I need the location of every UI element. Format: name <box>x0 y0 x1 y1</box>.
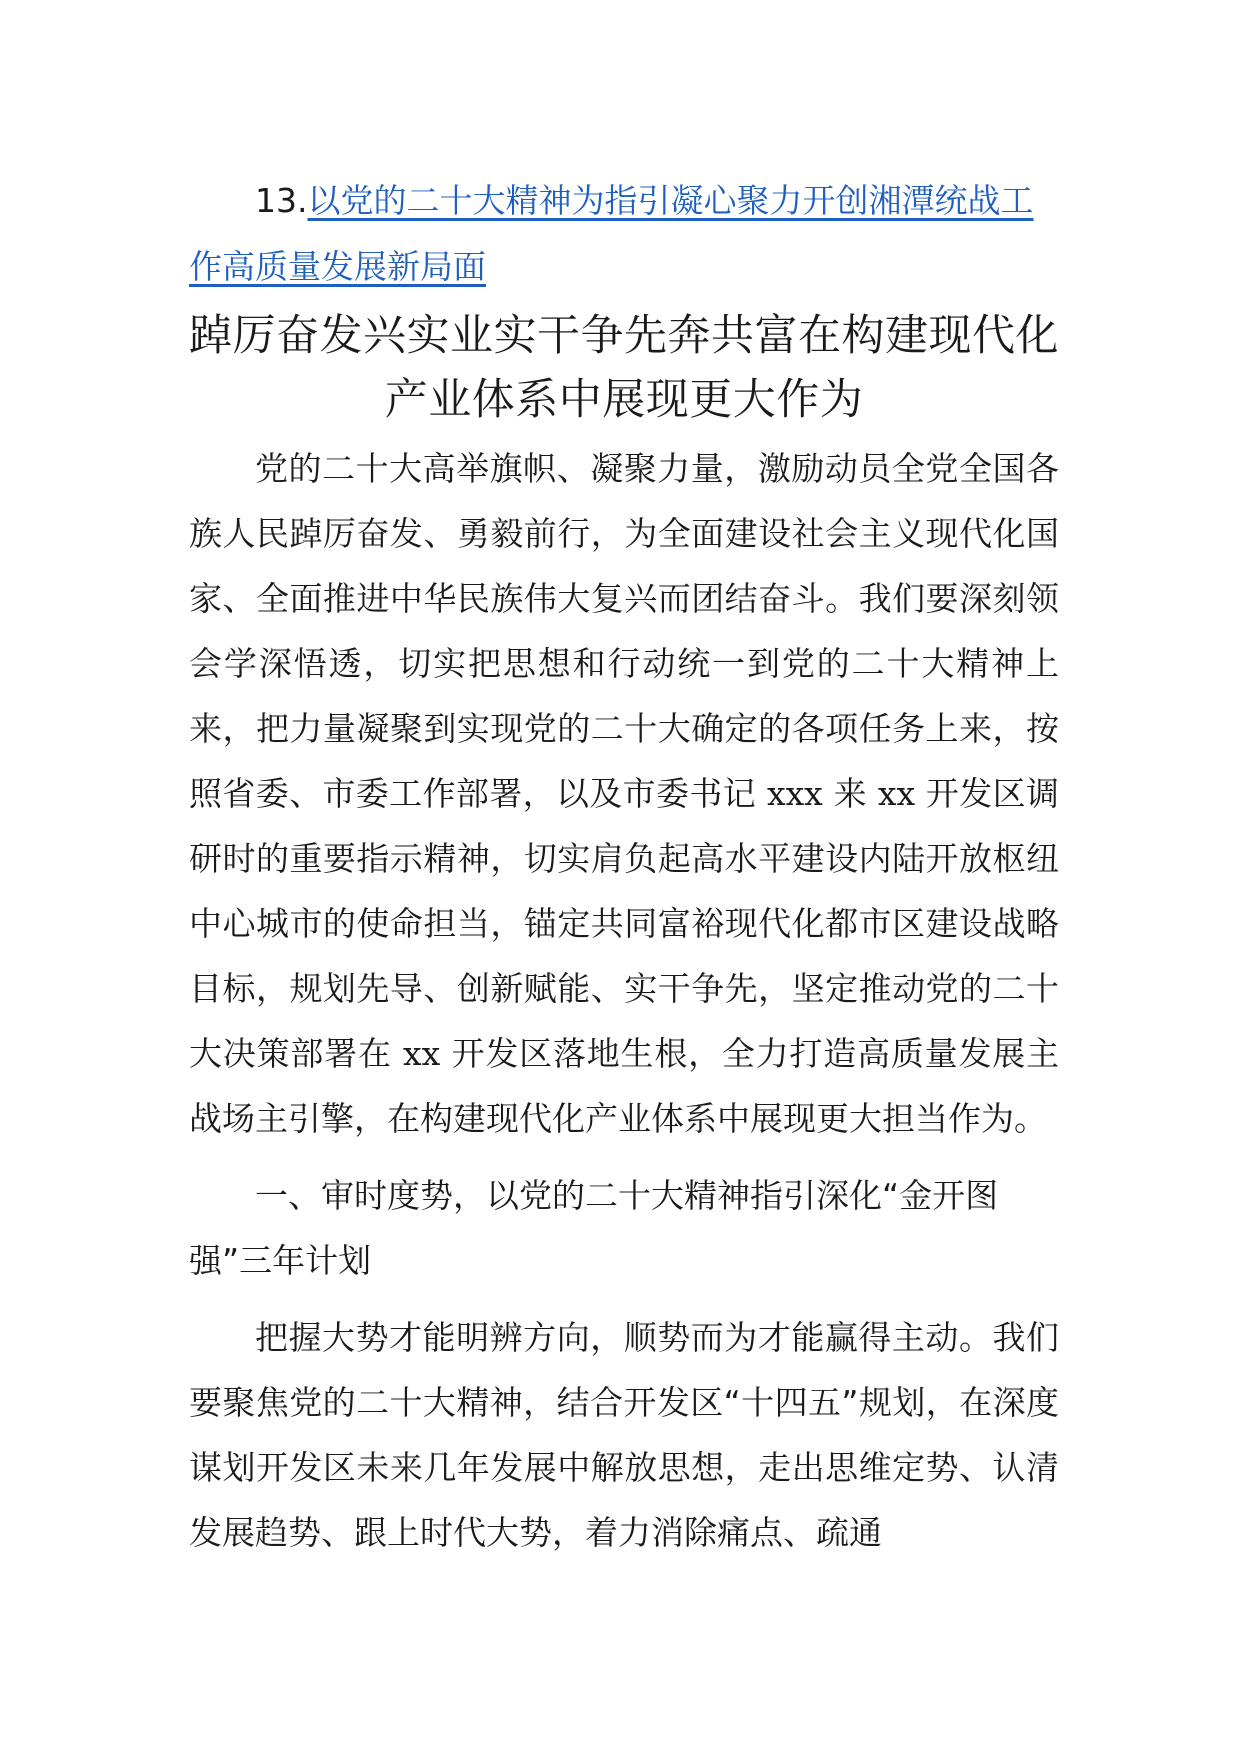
intro-text-2: 来 <box>833 774 867 813</box>
intro-text-1: 党的二十大高举旗帜、凝聚力量，激励动员全党全国各族人民踔厉奋发、勇毅前行，为全面建设社会主义现代化国家、全面推进中华民族伟大复兴而团结奋斗。我们要深刻领会学深悟透，切实把思想和行动统一到党的二十大精神上来，把力量凝聚到实现党的二十大确定的各项任务上来，按照省委、市委工作部署，以及市委书记 <box>189 449 1059 813</box>
intro-text-3: 开发区调研时的重要指示精神，切实肩负起高水平建设内陆开放枢纽中心城市的使命担当，锚定共同富裕现代化都市区建设战略目标，规划先导、创新赋能、实干争先，坚定推动党的二十大决策部署在 <box>189 774 1059 1073</box>
intro-placeholder-1: xxx <box>756 774 834 813</box>
document-page <box>189 168 1059 1565</box>
intro-placeholder-3: xx <box>391 1034 452 1073</box>
intro-placeholder-2: xx <box>867 774 926 813</box>
section-heading-1: 一、审时度势，以党的二十大精神指引深化“金开图强”三年计划 <box>189 1176 999 1280</box>
document-title: 踔厉奋发兴实业实干争先奔共富在构建现代化产业体系中展现更大作为 <box>189 311 1059 425</box>
toc-number: 13. <box>255 181 308 220</box>
intro-text-4: 开发区落地生根，全力打造高质量发展主战场主引擎，在构建现代化产业体系中展现更大担当作为。 <box>189 1034 1060 1138</box>
toc-entry <box>189 168 1059 300</box>
intro-paragraph <box>189 436 1059 1151</box>
section-paragraph-1: 把握大势才能明辨方向，顺势而为才能赢得主动。我们要聚焦党的二十大精神，结合开发区“十四五”规划，在深度谋划开发区未来几年发展中解放思想，走出思维定势、认清发展趋势、跟上时代大势，着力消除痛点、疏通 <box>189 1318 1059 1552</box>
toc-link[interactable]: 以党的二十大精神为指引凝心聚力开创湘潭统战工作高质量发展新局面 <box>189 181 1034 286</box>
